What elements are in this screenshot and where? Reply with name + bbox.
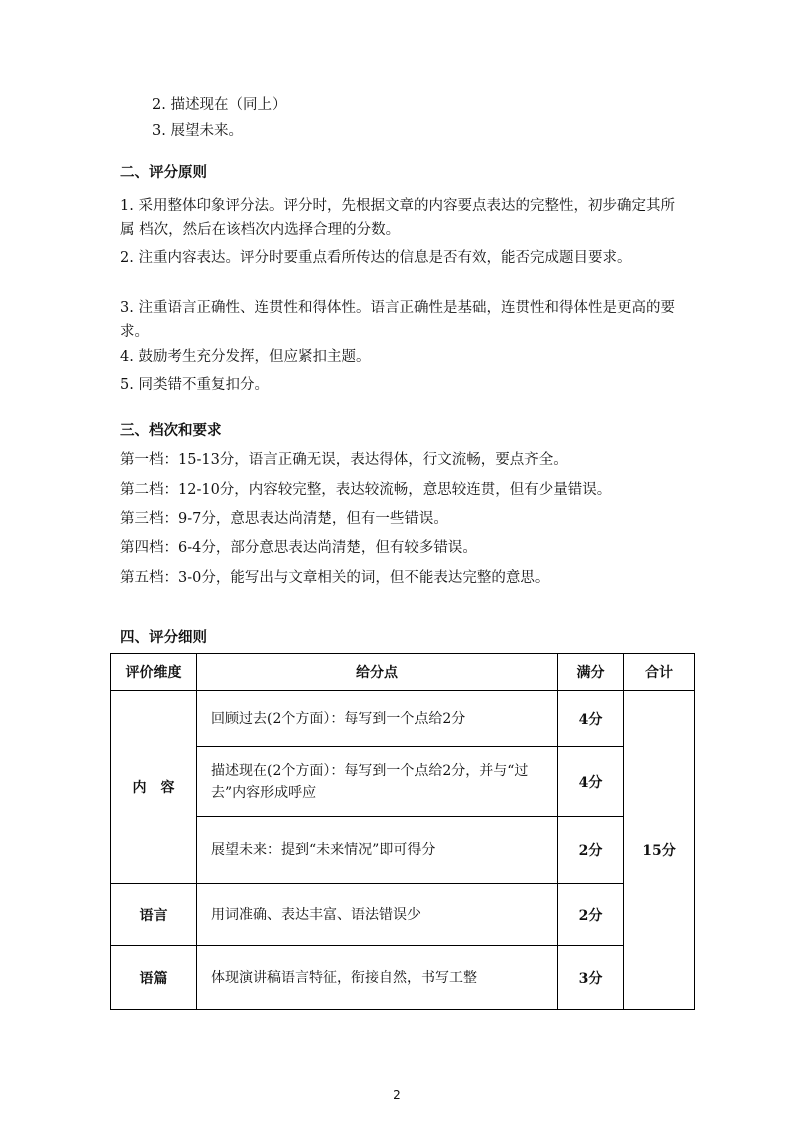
section-heading-levels: 三、档次和要求 — [120, 423, 222, 439]
point-describe-now: 描述现在(2个方面）：每写到一个点给2分，并与“过去”内容形成呼应 — [197, 747, 558, 817]
header-points: 给分点 — [197, 654, 558, 691]
header-total: 合计 — [624, 654, 695, 691]
dimension-language: 语言 — [111, 884, 197, 946]
section-heading-scoring-details: 四、评分细则 — [120, 630, 207, 646]
level-item: 第二档：12-10分，内容较完整，表达较流畅，意思较连贯，但有少量错误。 — [120, 482, 612, 498]
score-describe-now: 4分 — [558, 747, 624, 817]
score-language: 2分 — [558, 884, 624, 946]
score-look-future: 2分 — [558, 817, 624, 884]
table-row — [111, 884, 695, 946]
point-language: 用词准确、表达丰富、语法错误少 — [197, 884, 558, 946]
level-item: 第五档：3-0分，能写出与文章相关的词，但不能表达完整的意思。 — [120, 570, 550, 586]
table-row — [111, 691, 695, 747]
principle-item: 5. 同类错不重复扣分。 — [120, 377, 269, 393]
point-look-future: 展望未来：提到“未来情况”即可得分 — [197, 817, 558, 884]
section-heading-scoring-principles: 二、评分原则 — [120, 165, 207, 181]
list-item-describe-now: 2. 描述现在（同上） — [152, 97, 287, 113]
point-review-past: 回顾过去(2个方面）：每写到一个点给2分 — [197, 691, 558, 747]
table-row — [111, 817, 695, 884]
level-item: 第一档：15-13分，语言正确无误，表达得体，行文流畅，要点齐全。 — [120, 452, 568, 468]
principle-item: 4. 鼓励考生充分发挥，但应紧扣主题。 — [120, 349, 371, 365]
level-item: 第三档：9-7分，意思表达尚清楚，但有一些错误。 — [120, 511, 448, 527]
point-discourse: 体现演讲稿语言特征，衔接自然，书写工整 — [197, 946, 558, 1010]
header-full-score: 满分 — [558, 654, 624, 691]
table-row — [111, 747, 695, 817]
dimension-discourse: 语篇 — [111, 946, 197, 1010]
header-dimension: 评价维度 — [111, 654, 197, 691]
table-row — [111, 946, 695, 1010]
page-number: 2 — [393, 1088, 401, 1102]
dimension-content: 内 容 — [111, 691, 197, 884]
score-discourse: 3分 — [558, 946, 624, 1010]
table-header-row — [111, 654, 695, 691]
scoring-table — [110, 653, 695, 1010]
principle-item: 1. 采用整体印象评分法。评分时，先根据文章的内容要点表达的完整性，初步确定其所属 档次，然后在该档次内选择合理的分数。 — [120, 198, 675, 238]
score-review-past: 4分 — [558, 691, 624, 747]
principle-item: 2. 注重内容表达。评分时要重点看所传达的信息是否有效，能否完成题目要求。 — [120, 250, 632, 266]
principle-item: 3. 注重语言正确性、连贯性和得体性。语言正确性是基础，连贯性和得体性是更高的要求。 — [120, 300, 675, 340]
total-score: 15分 — [624, 691, 695, 1010]
list-item-look-future: 3. 展望未来。 — [152, 123, 243, 139]
level-item: 第四档：6-4分，部分意思表达尚清楚，但有较多错误。 — [120, 540, 477, 556]
